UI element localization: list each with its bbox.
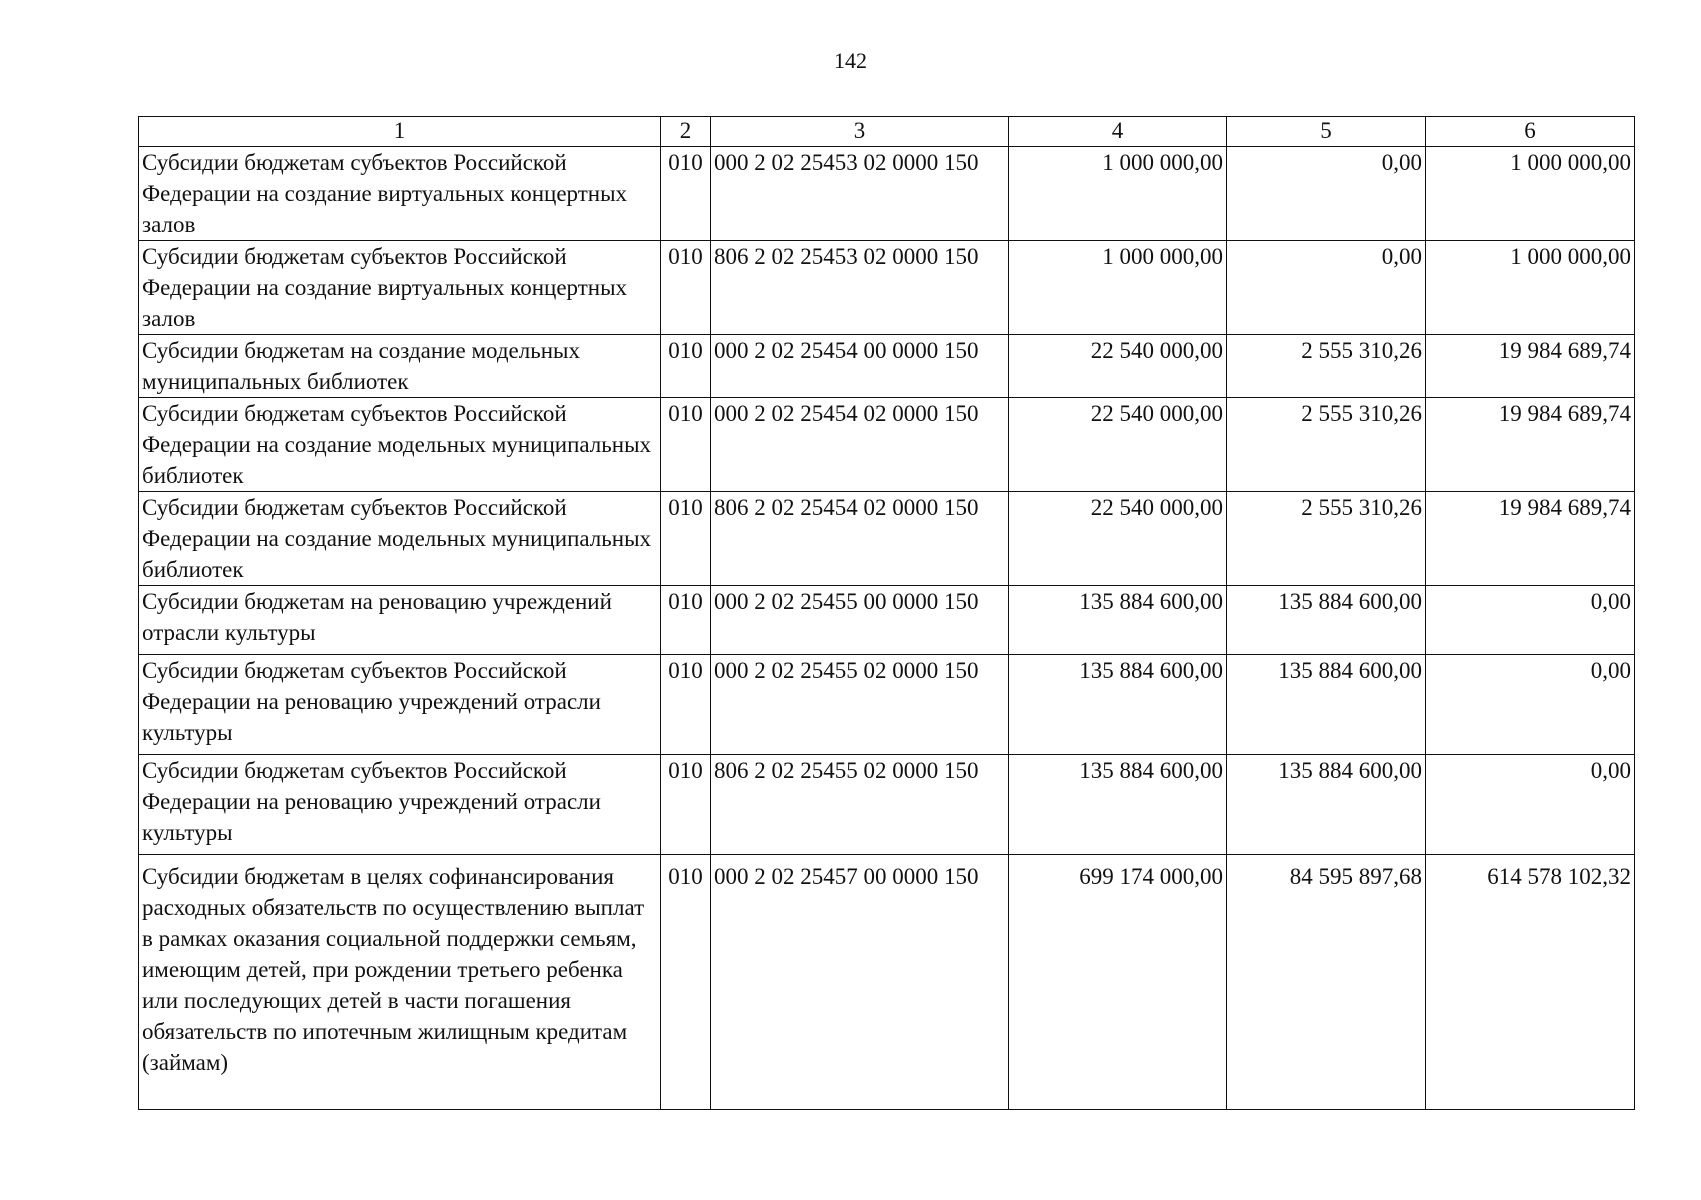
row-description: Субсидии бюджетам на создание модельных муниципальных библиотек	[139, 335, 661, 398]
row-budget-code: 000 2 02 25454 00 0000 150	[711, 335, 1009, 398]
row-budget-code: 806 2 02 25453 02 0000 150	[711, 241, 1009, 335]
row-budget-code: 000 2 02 25455 00 0000 150	[711, 586, 1009, 655]
table-row	[139, 655, 1635, 755]
row-value-col4: 22 540 000,00	[1009, 398, 1227, 492]
row-admin-code: 010	[661, 492, 711, 586]
table-row	[139, 147, 1635, 241]
row-value-col5: 84 595 897,68	[1227, 855, 1426, 1110]
budget-table	[138, 116, 1635, 1110]
row-admin-code: 010	[661, 655, 711, 755]
row-admin-code: 010	[661, 398, 711, 492]
row-description: Субсидии бюджетам в целях софинансирования расходных обязательств по осуществлению выплат в рамках оказания социальной поддержки семьям, имеющим детей, при рождении третьего ребенка или последующих детей в части погашения обязательств по ипотечным жилищным кредитам (займам)	[139, 855, 661, 1110]
row-value-col6: 1 000 000,00	[1426, 241, 1635, 335]
table-row	[139, 855, 1635, 1110]
row-admin-code: 010	[661, 335, 711, 398]
row-budget-code: 000 2 02 25453 02 0000 150	[711, 147, 1009, 241]
table-row	[139, 755, 1635, 855]
row-value-col4: 1 000 000,00	[1009, 147, 1227, 241]
row-value-col4: 135 884 600,00	[1009, 655, 1227, 755]
row-value-col4: 22 540 000,00	[1009, 335, 1227, 398]
column-header-4: 4	[1009, 117, 1227, 147]
row-description: Субсидии бюджетам субъектов Российской Федерации на создание виртуальных концертных залов	[139, 147, 661, 241]
table-row	[139, 241, 1635, 335]
column-header-1: 1	[139, 117, 661, 147]
row-value-col4: 135 884 600,00	[1009, 586, 1227, 655]
row-value-col6: 19 984 689,74	[1426, 398, 1635, 492]
row-admin-code: 010	[661, 855, 711, 1110]
row-value-col5: 135 884 600,00	[1227, 755, 1426, 855]
row-value-col5: 135 884 600,00	[1227, 586, 1426, 655]
row-admin-code: 010	[661, 755, 711, 855]
row-budget-code: 000 2 02 25455 02 0000 150	[711, 655, 1009, 755]
column-header-3: 3	[711, 117, 1009, 147]
row-value-col6: 19 984 689,74	[1426, 492, 1635, 586]
row-value-col6: 0,00	[1426, 586, 1635, 655]
column-header-5: 5	[1227, 117, 1426, 147]
page-number: 142	[834, 48, 867, 73]
row-value-col6: 0,00	[1426, 655, 1635, 755]
column-header-6: 6	[1426, 117, 1635, 147]
row-description: Субсидии бюджетам субъектов Российской Федерации на создание модельных муниципальных библиотек	[139, 398, 661, 492]
row-value-col4: 1 000 000,00	[1009, 241, 1227, 335]
row-value-col5: 2 555 310,26	[1227, 335, 1426, 398]
row-value-col5: 2 555 310,26	[1227, 398, 1426, 492]
row-description: Субсидии бюджетам на реновацию учреждений отрасли культуры	[139, 586, 661, 655]
row-admin-code: 010	[661, 147, 711, 241]
row-value-col5: 2 555 310,26	[1227, 492, 1426, 586]
row-value-col4: 22 540 000,00	[1009, 492, 1227, 586]
table-row	[139, 586, 1635, 655]
row-value-col4: 135 884 600,00	[1009, 755, 1227, 855]
row-admin-code: 010	[661, 586, 711, 655]
row-admin-code: 010	[661, 241, 711, 335]
row-description: Субсидии бюджетам субъектов Российской Федерации на создание виртуальных концертных залов	[139, 241, 661, 335]
row-value-col6: 1 000 000,00	[1426, 147, 1635, 241]
row-budget-code: 000 2 02 25457 00 0000 150	[711, 855, 1009, 1110]
row-budget-code: 806 2 02 25454 02 0000 150	[711, 492, 1009, 586]
row-value-col5: 0,00	[1227, 147, 1426, 241]
row-value-col5: 135 884 600,00	[1227, 655, 1426, 755]
row-value-col6: 0,00	[1426, 755, 1635, 855]
row-description: Субсидии бюджетам субъектов Российской Федерации на реновацию учреждений отрасли культуры	[139, 655, 661, 755]
row-description: Субсидии бюджетам субъектов Российской Федерации на реновацию учреждений отрасли культуры	[139, 755, 661, 855]
table-row	[139, 335, 1635, 398]
row-value-col6: 614 578 102,32	[1426, 855, 1635, 1110]
row-budget-code: 806 2 02 25455 02 0000 150	[711, 755, 1009, 855]
row-description: Субсидии бюджетам субъектов Российской Федерации на создание модельных муниципальных библиотек	[139, 492, 661, 586]
row-value-col4: 699 174 000,00	[1009, 855, 1227, 1110]
column-header-2: 2	[661, 117, 711, 147]
table-row	[139, 398, 1635, 492]
row-value-col5: 0,00	[1227, 241, 1426, 335]
table-header-row	[139, 117, 1635, 147]
row-budget-code: 000 2 02 25454 02 0000 150	[711, 398, 1009, 492]
table-row	[139, 492, 1635, 586]
row-value-col6: 19 984 689,74	[1426, 335, 1635, 398]
